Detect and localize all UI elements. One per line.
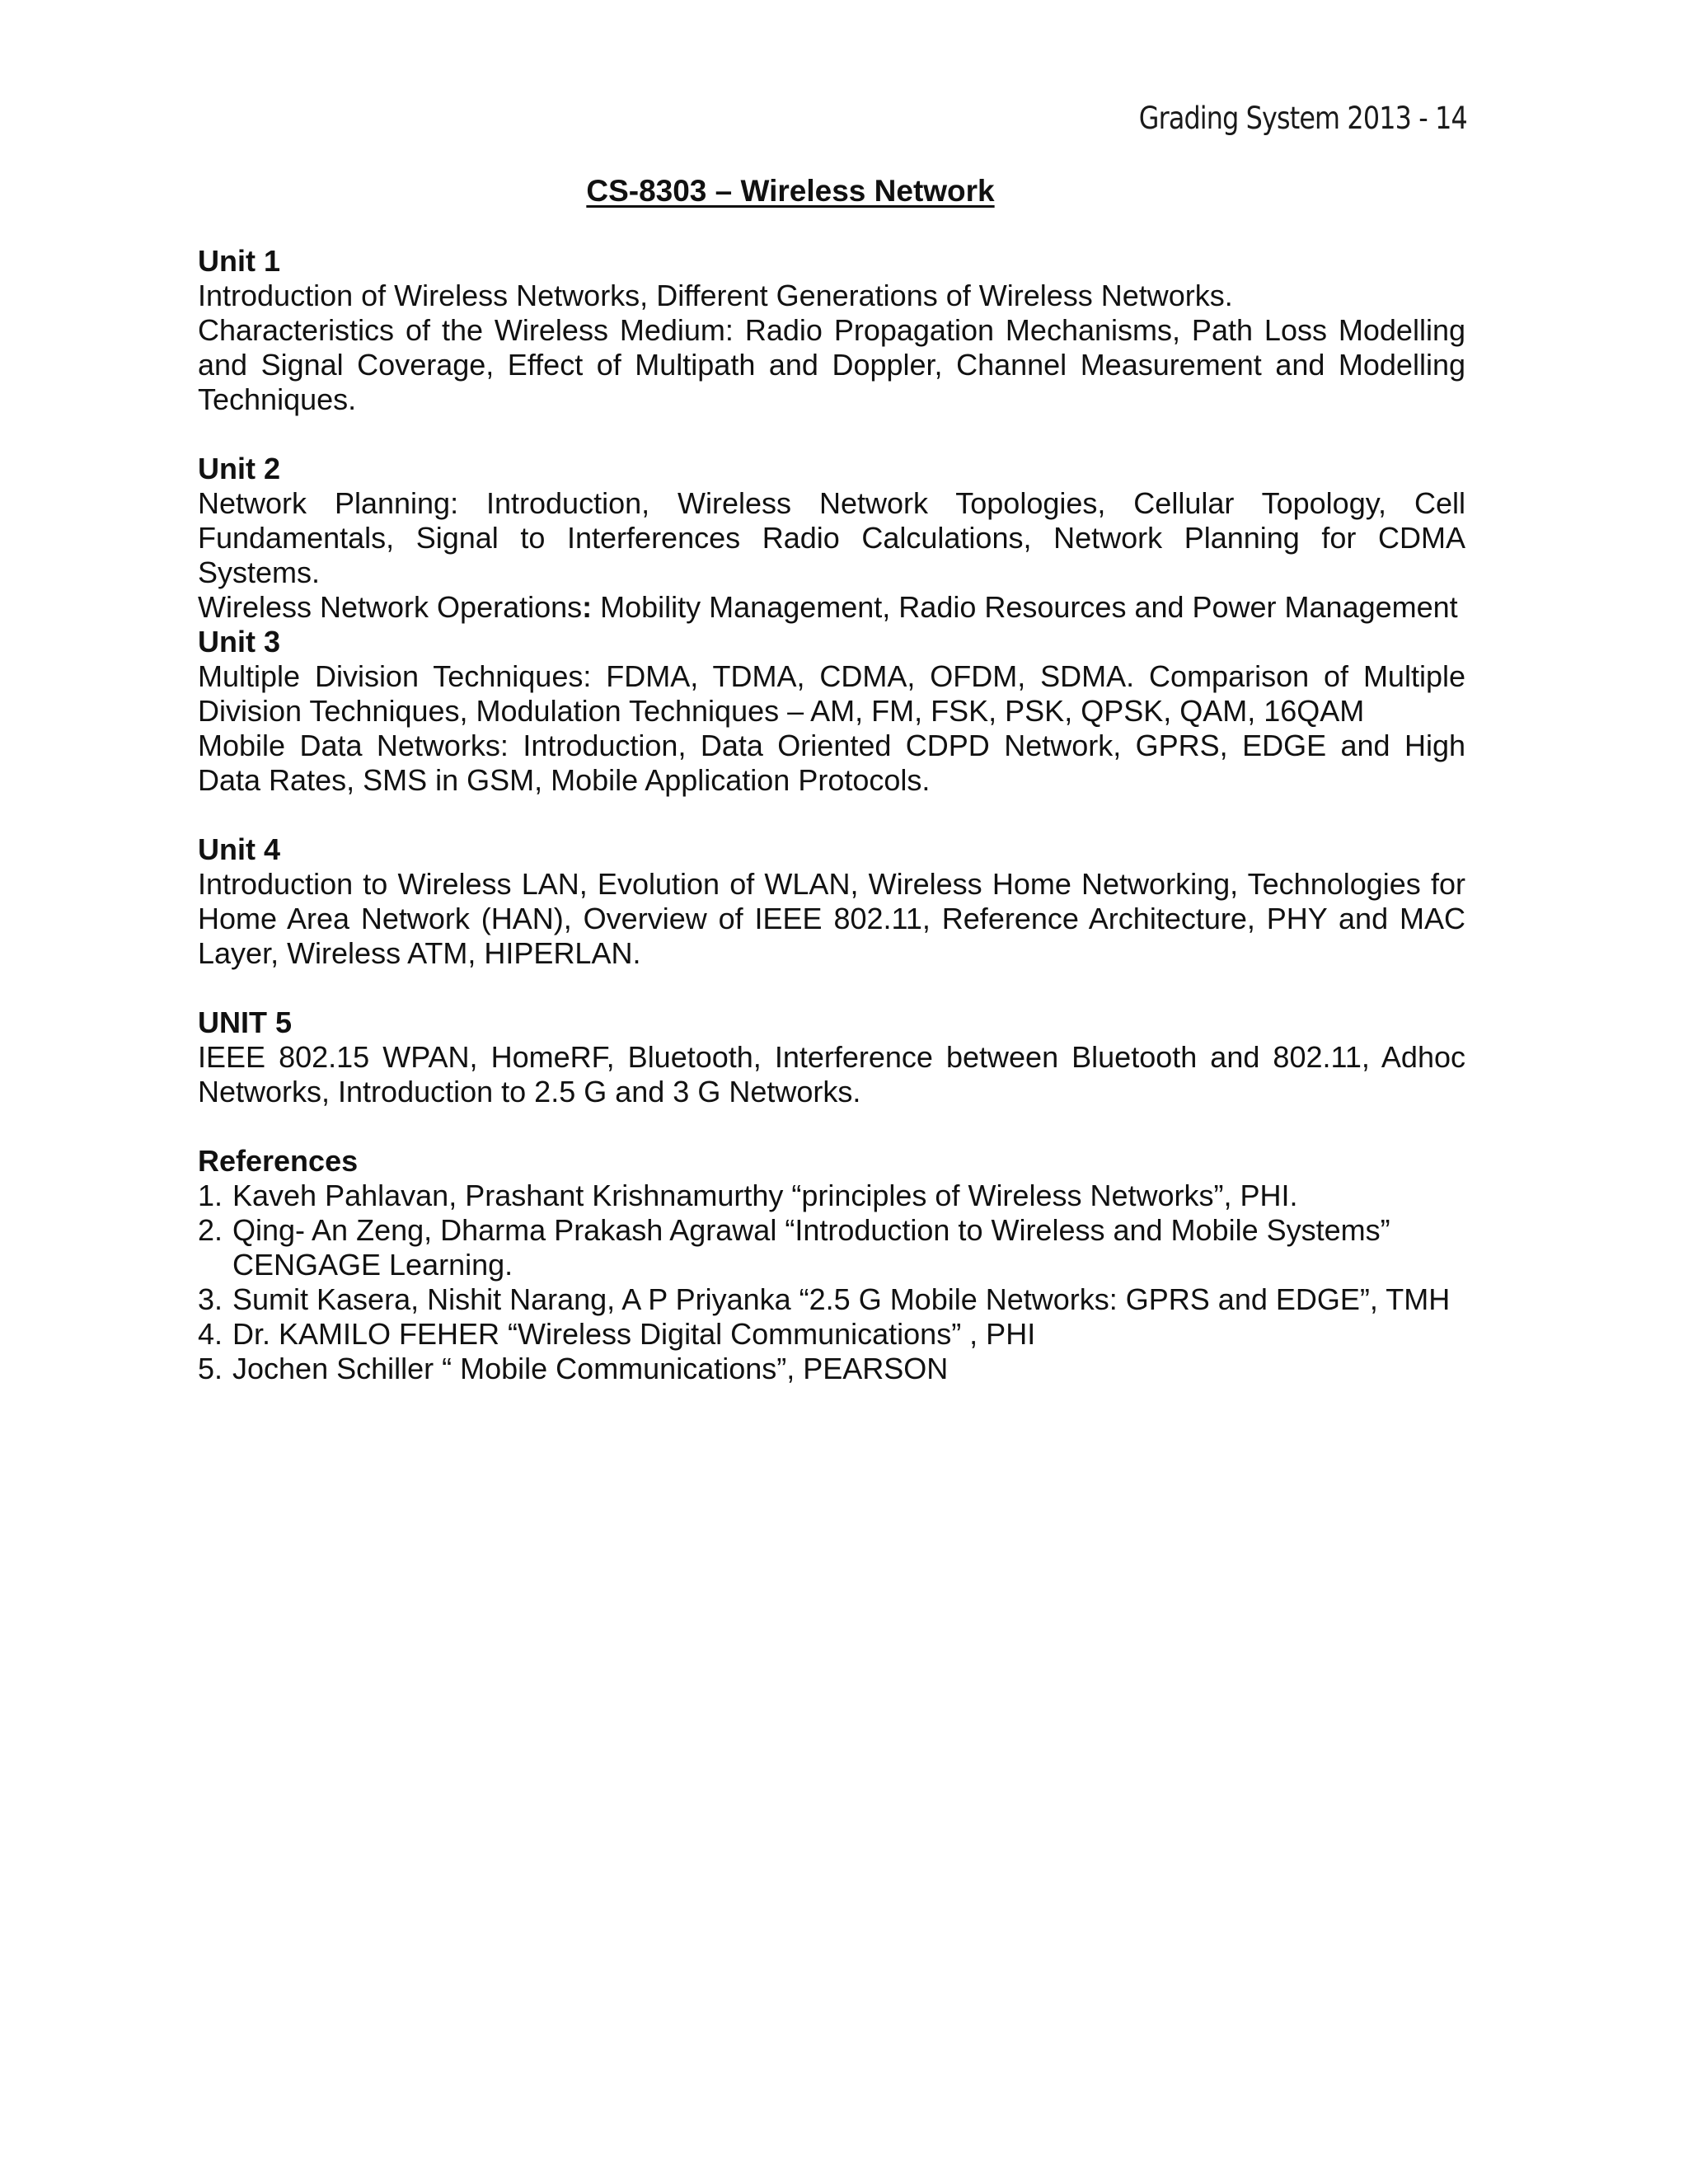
reference-number: 2. — [198, 1213, 223, 1247]
syllabus-content — [198, 244, 1465, 1386]
unit-5-paragraph-1: IEEE 802.15 WPAN, HomeRF, Bluetooth, Interference between Bluetooth and 802.11, Adhoc Networks, Introduction to 2.5 G and 3 G Networks. — [198, 1040, 1465, 1108]
references-section — [198, 1144, 1465, 1386]
unit-2-operations — [198, 590, 1465, 625]
unit-1-heading: Unit 1 — [198, 244, 281, 278]
unit-2-paragraph-1: Network Planning: Introduction, Wireless Network Topologies, Cellular Topology, Cell Fundamentals, Signal to Interferences Radio Calculations, Network Planning for CDMA Systems. — [198, 486, 1465, 589]
reference-text: Dr. KAMILO FEHER “Wireless Digital Communications” , PHI — [232, 1317, 1036, 1351]
unit-2-operations-label: Wireless Network Operations — [198, 590, 583, 624]
reference-item-3 — [198, 1282, 1465, 1317]
unit-5-heading: UNIT 5 — [198, 1005, 293, 1039]
unit-3-paragraph-1: Multiple Division Techniques: FDMA, TDMA, CDMA, OFDM, SDMA. Comparison of Multiple Division Techniques, Modulation Techniques – AM, FM, FSK, PSK, QPSK, QAM, 16QAM — [198, 659, 1465, 728]
references-list — [198, 1179, 1465, 1386]
reference-number: 5. — [198, 1352, 223, 1385]
unit-1-section — [198, 244, 1465, 417]
unit-1-paragraph-2: Characteristics of the Wireless Medium: Radio Propagation Mechanisms, Path Loss Modelling and Signal Coverage, Effect of Multipath and Doppler, Channel Measurement and Modelling Techniques. — [198, 313, 1465, 416]
reference-number: 3. — [198, 1282, 223, 1316]
unit-3-paragraph-2: Mobile Data Networks: Introduction, Data Oriented CDPD Network, GPRS, EDGE and High Data Rates, SMS in GSM, Mobile Application Protocols. — [198, 729, 1465, 797]
reference-item-2 — [198, 1213, 1465, 1282]
reference-text: Qing- An Zeng, Dharma Prakash Agrawal “Introduction to Wireless and Mobile Systems” CENGAGE Learning. — [232, 1213, 1390, 1282]
reference-item-4 — [198, 1317, 1465, 1352]
reference-number: 1. — [198, 1179, 223, 1212]
reference-number: 4. — [198, 1317, 223, 1351]
reference-text: Kaveh Pahlavan, Prashant Krishnamurthy “principles of Wireless Networks”, PHI. — [232, 1179, 1298, 1212]
unit-4-heading: Unit 4 — [198, 832, 281, 866]
reference-item-5 — [198, 1352, 1465, 1386]
unit-5-section — [198, 1005, 1465, 1109]
unit-2-section — [198, 452, 1465, 625]
unit-3-section — [198, 625, 1465, 798]
references-heading: References — [198, 1144, 359, 1178]
unit-4-paragraph-1: Introduction to Wireless LAN, Evolution of WLAN, Wireless Home Networking, Technologies for Home Area Network (HAN), Overview of IEEE 802.11, Reference Architecture, PHY and MAC Layer, Wireless ATM, HIPERLAN. — [198, 867, 1465, 970]
unit-3-heading: Unit 3 — [198, 625, 281, 658]
reference-text: Sumit Kasera, Nishit Narang, A P Priyanka “2.5 G Mobile Networks: GPRS and EDGE”, TMH — [232, 1282, 1451, 1316]
unit-1-paragraph-1: Introduction of Wireless Networks, Different Generations of Wireless Networks. — [198, 279, 1233, 312]
page-header-grading: Grading System 2013 - 14 — [1138, 101, 1467, 136]
reference-item-1 — [198, 1179, 1465, 1213]
unit-2-operations-colon: : — [582, 590, 593, 624]
reference-text: Jochen Schiller “ Mobile Communications”, PEARSON — [232, 1352, 949, 1385]
unit-2-operations-text: Mobility Management, Radio Resources and Power Management — [592, 590, 1458, 624]
page-title: CS-8303 – Wireless Network — [586, 174, 995, 208]
unit-4-section — [198, 832, 1465, 971]
unit-2-heading: Unit 2 — [198, 452, 281, 485]
